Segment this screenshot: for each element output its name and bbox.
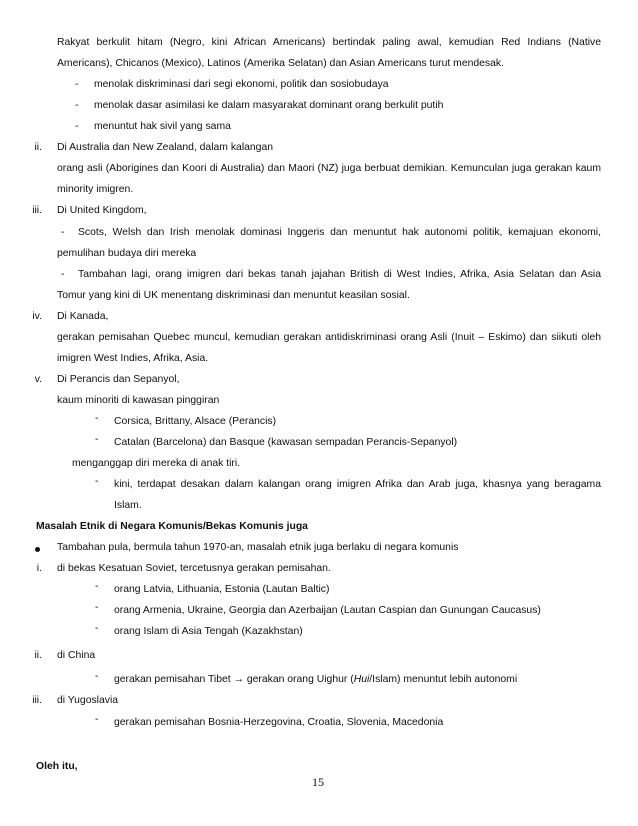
usa-item-1: menolak diskriminasi dari segi ekonomi, politik dan sosiobudaya [94,79,389,90]
dash-marker: - [95,671,99,682]
yugoslavia-item: gerakan pemisahan Bosnia-Herzegovina, Croatia, Slovenia, Macedonia [114,717,444,728]
china-title: di China [57,650,96,661]
closing-text: Oleh itu, [36,761,78,772]
france-item-2: Catalan (Barcelona) dan Basque (kawasan sempadan Perancis-Sepanyol) [114,437,458,448]
dash-marker: - [61,227,65,238]
list-number: v. [34,374,42,385]
soviet-title: di bekas Kesatuan Soviet, tercetusnya gerakan pemisahan. [57,563,331,574]
list-number: ii. [34,142,42,153]
france-note: menganggap diri mereka di anak tiri. [72,458,241,469]
china-item-part-1: gerakan pemisahan Tibet → gerakan orang Uighur ( [114,674,354,685]
france-kini-line-2: Islam. [114,500,142,511]
france-item-1: Corsica, Brittany, Alsace (Perancis) [114,416,277,427]
usa-line-1: Rakyat berkulit hitam (Negro, kini African Americans) bertindak paling awal, kemudian Red Indians (Native [57,37,601,48]
usa-item-2: menolak dasar asimilasi ke dalam masyarakat dominant orang berkulit putih [94,100,444,111]
china-item [114,673,517,687]
list-number: i. [36,563,42,574]
canada-line-2: imigren West Indies, Afrika, Asia. [57,353,209,364]
dash-marker: - [95,476,99,487]
dash-marker: - [95,714,99,725]
list-number: iii. [32,205,42,216]
france-subtitle: kaum minoriti di kawasan pinggiran [57,395,220,406]
page-number: 15 [312,775,324,789]
china-item-part-2: /Islam) menuntut lebih autonomi [369,674,518,685]
dash-marker: - [95,581,99,592]
france-kini-line-1: kini, terdapat desakan dalam kalangan orang imigren Afrika dan Arab juga, khasnya yang beragama [114,479,601,490]
usa-line-2: Americans), Chicanos (Mexico), Latinos (Amerika Selatan) dan Asian Americans turut mendesak. [57,58,504,69]
dash-marker: - [95,413,99,424]
list-number: iii. [32,695,42,706]
uk-item-2-line-2: Tomur yang kini di UK menentang diskriminasi dan menuntut keasilan sosial. [57,290,410,301]
bullet-icon [35,547,40,552]
usa-item-3: menuntut hak sivil yang sama [94,121,231,132]
soviet-item-3: orang Islam di Asia Tengah (Kazakhstan) [114,626,303,637]
list-number: iv. [32,311,42,322]
uk-item-1-line-1: Scots, Welsh dan Irish menolak dominasi Inggeris dan menuntut hak autonomi politik, kemajuan ekonomi, [78,227,601,238]
soviet-item-1: orang Latvia, Lithuania, Estonia (Lautan Baltic) [114,584,330,595]
dash-marker: - [75,100,79,111]
communist-intro: Tambahan pula, bermula tahun 1970-an, masalah etnik juga berlaku di negara komunis [57,542,459,553]
dash-marker: - [95,602,99,613]
canada-title: Di Kanada, [57,311,109,322]
dash-marker: - [95,623,99,634]
list-number: ii. [34,650,42,661]
soviet-item-2: orang Armenia, Ukraine, Georgia dan Azerbaijan (Lautan Caspian dan Gunungan Caucasus) [114,605,541,616]
uk-item-2-line-1: Tambahan lagi, orang imigren dari bekas tanah jajahan British di West Indies, Afrika, Asia Selatan dan Asia [78,269,601,280]
dash-marker: - [75,79,79,90]
china-item-hui: Hui [353,674,370,685]
dash-marker: - [95,434,99,445]
dash-marker: - [61,269,65,280]
australia-title: Di Australia dan New Zealand, dalam kalangan [57,142,274,153]
uk-item-1-line-2: pemulihan budaya diri mereka [57,248,197,259]
canada-line-1: gerakan pemisahan Quebec muncul, kemudian gerakan antidiskriminasi orang Asli (Inuit – Eskimo) dan siikuti oleh [57,332,601,343]
yugoslavia-title: di Yugoslavia [57,695,119,706]
dash-marker: - [75,121,79,132]
australia-line-2: minority imigren. [57,184,134,195]
uk-title: Di United Kingdom, [57,205,147,216]
australia-line-1: orang asli (Aborigines dan Koori di Australia) dan Maori (NZ) juga berbuat demikian. Kemunculan juga gerakan kaum [57,163,601,174]
section-heading: Masalah Etnik di Negara Komunis/Bekas Komunis juga [36,521,308,532]
france-title: Di Perancis dan Sepanyol, [57,374,180,385]
